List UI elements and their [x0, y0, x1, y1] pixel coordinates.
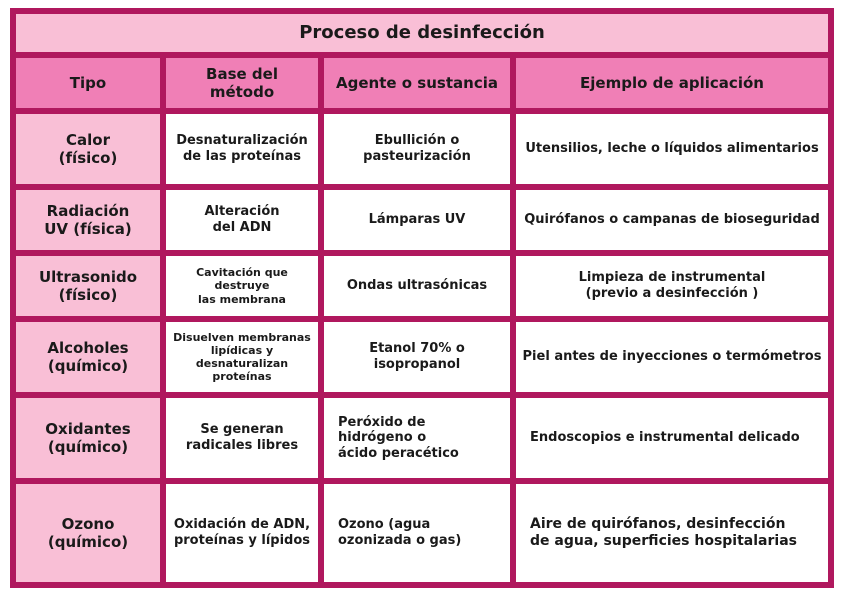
table-cell-ejemplo: Piel antes de inyecciones o termómetros: [516, 322, 828, 392]
table-cell-base: Se generan radicales libres: [166, 398, 318, 478]
disinfection-table: [10, 8, 834, 588]
table-cell-base: Disuelven membranas lipídicas y desnaturalizan proteínas: [166, 322, 318, 392]
header-base-del-metodo: Base del método: [166, 58, 318, 108]
table-cell-agente: Etanol 70% o isopropanol: [324, 322, 510, 392]
table-cell-agente: Peróxido de hidrógeno o ácido peracético: [324, 398, 510, 478]
table-cell-base: Cavitación que destruye las membrana: [166, 256, 318, 316]
table-cell-ejemplo: Quirófanos o campanas de bioseguridad: [516, 190, 828, 250]
table-title: Proceso de desinfección: [16, 14, 828, 52]
table-cell-ejemplo: Endoscopios e instrumental delicado: [516, 398, 828, 478]
table-cell-base: Desnaturalización de las proteínas: [166, 114, 318, 184]
table-cell-agente: Ondas ultrasónicas: [324, 256, 510, 316]
table-row-type: Radiación UV (física): [16, 190, 160, 250]
table-cell-ejemplo: Aire de quirófanos, desinfección de agua, superficies hospitalarias: [516, 484, 828, 582]
table-cell-ejemplo: Utensilios, leche o líquidos alimentarios: [516, 114, 828, 184]
table-row-type: Oxidantes (químico): [16, 398, 160, 478]
table-row-type: Calor (físico): [16, 114, 160, 184]
table-row-type: Ozono (químico): [16, 484, 160, 582]
header-ejemplo-de-aplicacion: Ejemplo de aplicación: [516, 58, 828, 108]
header-agente-o-sustancia: Agente o sustancia: [324, 58, 510, 108]
table-row-type: Alcoholes (químico): [16, 322, 160, 392]
table-cell-agente: Ozono (agua ozonizada o gas): [324, 484, 510, 582]
table-cell-agente: Ebullición o pasteurización: [324, 114, 510, 184]
table-cell-agente: Lámparas UV: [324, 190, 510, 250]
table-cell-ejemplo: Limpieza de instrumental (previo a desinfección ): [516, 256, 828, 316]
table-row-type: Ultrasonido (físico): [16, 256, 160, 316]
header-tipo: Tipo: [16, 58, 160, 108]
table-cell-base: Alteración del ADN: [166, 190, 318, 250]
table-cell-base: Oxidación de ADN, proteínas y lípidos: [166, 484, 318, 582]
